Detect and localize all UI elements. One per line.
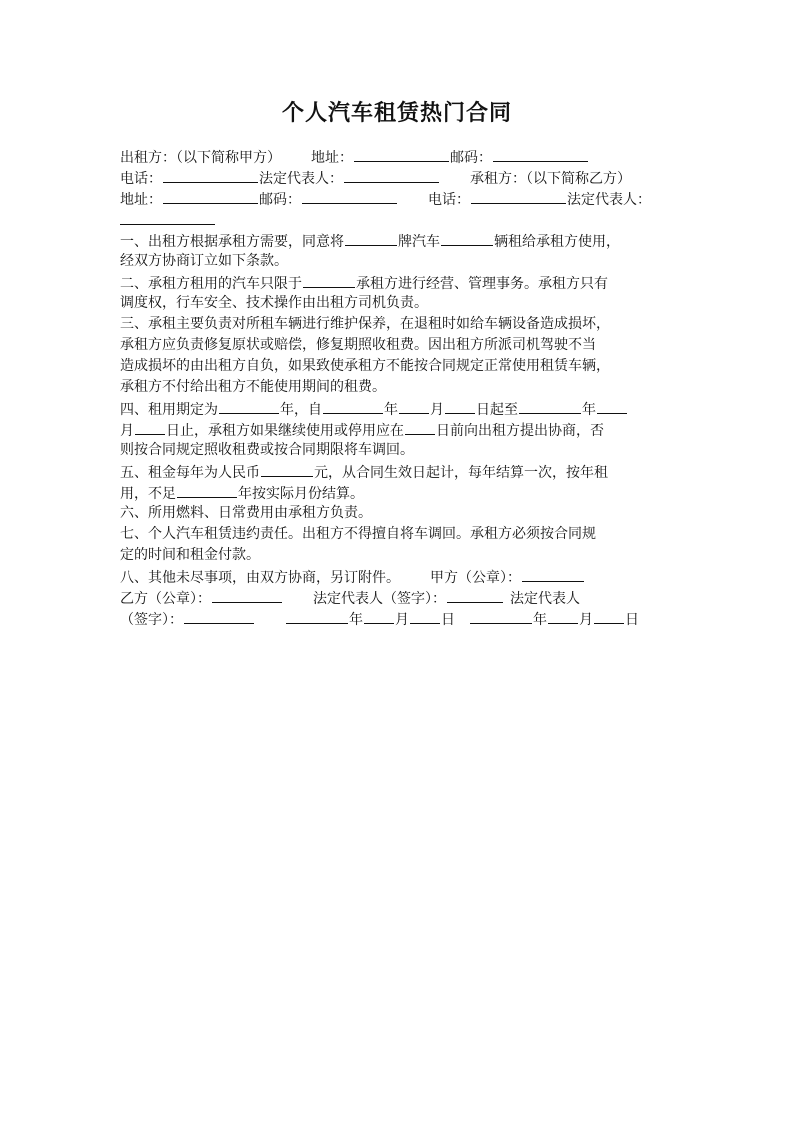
postcode-label-2: 邮码： xyxy=(259,192,301,208)
header-line-1 xyxy=(120,146,676,167)
postcode-label: 邮码： xyxy=(450,150,492,166)
clause-8-text-a: 八、其他未尽事项，由双方协商，另订附件。 xyxy=(120,570,400,586)
signature-line-2 xyxy=(120,608,676,629)
date-2-month-blank[interactable] xyxy=(548,608,578,624)
from-label: ，自 xyxy=(294,402,322,418)
clause-3-line-3: 造成损坏的由出租方自负，如果致使承租方不能按合同规定正常使用租赁车辆， xyxy=(120,358,610,374)
clause-6-line-1: 六、所用燃料、日常费用由承租方负责。 xyxy=(120,505,372,521)
year-label: 年 xyxy=(533,612,547,628)
signature-line-1 xyxy=(120,587,676,608)
legal-rep-blank[interactable] xyxy=(344,167,439,183)
day-label: 日 xyxy=(625,612,639,628)
phone-blank-2[interactable] xyxy=(471,188,566,204)
clause-3-line-1: 三、承租主要负责对所租车辆进行维护保养，在退租时如给车辆设备造成损坏， xyxy=(120,316,610,332)
header-line-2 xyxy=(120,167,676,188)
sign-blank-2[interactable] xyxy=(184,608,254,624)
legal-rep-label-2: 法定代表人： xyxy=(567,192,651,208)
date-1-day-blank[interactable] xyxy=(410,608,440,624)
phone-label: 电话： xyxy=(120,171,162,187)
address-label-2: 地址： xyxy=(120,192,162,208)
month-label: 月 xyxy=(395,612,409,628)
clause-5-line-2 xyxy=(120,482,676,503)
postcode-blank[interactable] xyxy=(493,146,588,162)
vehicle-count-blank[interactable] xyxy=(441,230,493,246)
phone-blank[interactable] xyxy=(163,167,258,183)
clause-2-text-a: 二、承租方租用的汽车只限于 xyxy=(120,276,302,292)
clause-7-line-1: 七、个人汽车租赁违约责任。出租方不得擅自将车调回。承租方必须按合同规 xyxy=(120,526,596,542)
party-b-seal-blank[interactable] xyxy=(212,587,282,603)
clause-4-line-3 xyxy=(120,440,676,461)
clause-5-text-a: 五、租金每年为人民币 xyxy=(120,465,260,481)
term-years-blank[interactable] xyxy=(219,398,279,414)
month-label: 月 xyxy=(579,612,593,628)
clause-5-line-1 xyxy=(120,461,676,482)
address-label: 地址： xyxy=(311,150,353,166)
legal-rep-sign-blank[interactable] xyxy=(447,587,503,603)
party-b-seal-label: 乙方（公章）： xyxy=(120,591,211,607)
clause-4-line-1 xyxy=(120,398,676,419)
plate-blank[interactable] xyxy=(345,230,397,246)
lessor-label: 出租方：（以下简称甲方） xyxy=(120,150,281,166)
sign-label-2: （签字）： xyxy=(120,612,183,628)
month-label: 月 xyxy=(120,423,134,439)
date-1-year-blank[interactable] xyxy=(286,608,348,624)
year-label: 年 xyxy=(582,402,596,418)
clause-4-text-c: 则按合同规定照收租费或按合同期限将车调回。 xyxy=(120,442,414,458)
clause-3-line-4: 承租方不付给出租方不能使用期间的租费。 xyxy=(120,379,386,395)
date-2-year-blank[interactable] xyxy=(470,608,532,624)
clause-1-line-2 xyxy=(120,251,676,272)
clause-4-text-a: 四、租用期定为 xyxy=(120,402,218,418)
header-line-4 xyxy=(120,209,676,230)
clause-5-text-b: 元，从合同生效日起计，每年结算一次，按年租 xyxy=(314,465,608,481)
clause-3-line-2: 承租方应负责修复原状或赔偿，修复期照收租费。因出租方所派司机驾驶不当 xyxy=(120,337,596,353)
end-day-blank[interactable] xyxy=(135,419,165,435)
party-a-seal-blank[interactable] xyxy=(522,566,584,582)
rent-amount-blank[interactable] xyxy=(261,461,313,477)
start-month-blank[interactable] xyxy=(399,398,429,414)
lessee-label: 承租方：（以下简称乙方） xyxy=(470,171,631,187)
party-a-seal-label: 甲方（公章）： xyxy=(430,570,521,586)
year-label: 年 xyxy=(280,402,294,418)
address-blank-2[interactable] xyxy=(163,188,258,204)
address-blank[interactable] xyxy=(354,146,449,162)
day-label: 日 xyxy=(441,612,455,628)
clause-2-line-2 xyxy=(120,293,676,314)
legal-rep-label: 法定代表人： xyxy=(259,171,343,187)
contract-body xyxy=(120,146,676,629)
date-1-month-blank[interactable] xyxy=(364,608,394,624)
postcode-blank-2[interactable] xyxy=(302,188,397,204)
clause-1-text-c: 辆租给承租方使用， xyxy=(494,234,620,250)
year-label: 年 xyxy=(384,402,398,418)
year-label: 年 xyxy=(349,612,363,628)
usage-scope-blank[interactable] xyxy=(303,272,355,288)
legal-rep-blank-2[interactable] xyxy=(120,209,215,225)
clause-8-line-1 xyxy=(120,566,676,587)
phone-label-2: 电话： xyxy=(428,192,470,208)
partial-year-blank[interactable] xyxy=(177,482,237,498)
start-day-blank[interactable] xyxy=(445,398,475,414)
document-title: 个人汽车租赁热门合同 xyxy=(281,100,512,126)
clause-2-line-1 xyxy=(120,272,676,293)
day-from-label: 日起至 xyxy=(476,402,518,418)
end-year-blank[interactable] xyxy=(519,398,581,414)
clause-5-text-c: 用，不足 xyxy=(120,486,176,502)
legal-rep-sign-label: 法定代表人（签字）： xyxy=(313,591,446,607)
month-label: 月 xyxy=(430,402,444,418)
clause-1-text-d: 经双方协商订立如下条款。 xyxy=(120,253,288,269)
date-2-day-blank[interactable] xyxy=(594,608,624,624)
clause-4-text-b: 日前向出租方提出协商，否 xyxy=(436,423,604,439)
clause-1-text-b: 牌汽车 xyxy=(398,234,440,250)
clause-2-text-c: 调度权，行车安全、技术操作由出租方司机负责。 xyxy=(120,295,428,311)
clause-1-text-a: 一、出租方根据承租方需要，同意将 xyxy=(120,234,344,250)
start-year-blank[interactable] xyxy=(323,398,383,414)
clause-5-text-d: 年按实际月份结算。 xyxy=(238,486,364,502)
clause-1-line-1 xyxy=(120,230,676,251)
day-end-label: 日止，承租方如果继续使用或停用应在 xyxy=(166,423,404,439)
end-month-blank[interactable] xyxy=(597,398,627,414)
legal-rep-label-3: 法定代表人 xyxy=(510,591,580,607)
clause-2-text-b: 承租方进行经营、管理事务。承租方只有 xyxy=(356,276,608,292)
clause-4-line-2 xyxy=(120,419,676,440)
clause-7-line-2: 定的时间和租金付款。 xyxy=(120,547,260,563)
header-line-3 xyxy=(120,188,676,209)
notice-days-blank[interactable] xyxy=(405,419,435,435)
